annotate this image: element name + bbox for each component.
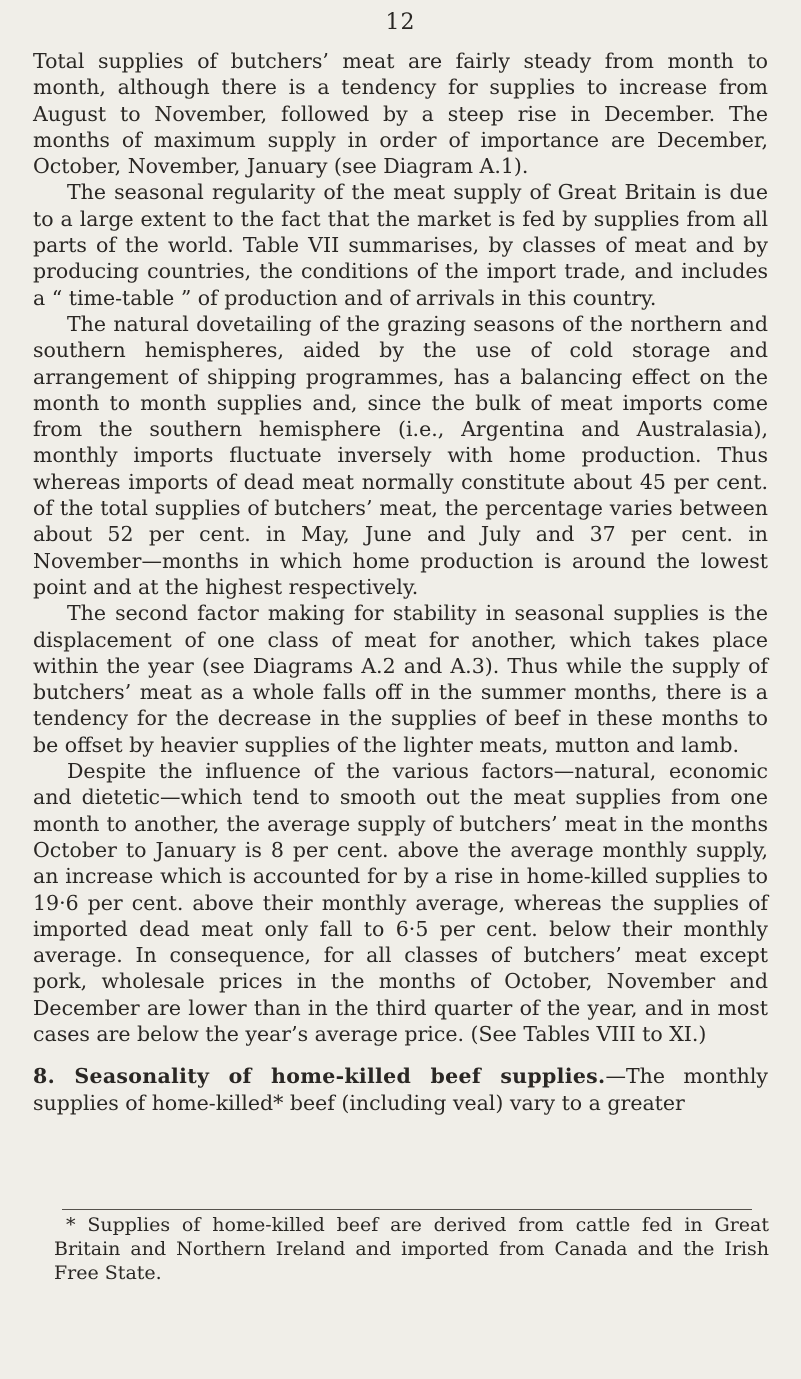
body-text: [33, 48, 768, 1116]
page-number: 12: [385, 10, 416, 35]
paragraph-despite-influence: Despite the influence of the various factors—natural, economic and dietetic—which tend to smooth out the meat supplies from one month to another, the average supply of butchers’ meat in the months October to January is 8 per cent. above the average monthly supply, an increase which is accounted for by a rise in home-killed supplies to 19·6 per cent. above their monthly average, whereas the supplies of imported dead meat only fall to 6·5 per cent. below their monthly average. In consequence, for all classes of butchers’ meat except pork, wholesale prices in the months of October, November and December are lower than in the third quarter of the year, and in most cases are below the year’s average price. (See Tables VIII to XI.): [33, 759, 768, 1046]
footnote: * Supplies of home-killed beef are derived from cattle fed in Great Britain and Northern Ireland and imported from Canada and the Irish Free State.: [54, 1214, 769, 1284]
paragraph-seasonal-regularity: The seasonal regularity of the meat supply of Great Britain is due to a large extent to the fact that the market is fed by supplies from all parts of the world. Table VII summarises, by classes of meat and by producing countries, the conditions of the import trade, and includes a “ time-table ” of production and of arrivals in this country.: [33, 180, 768, 310]
section-heading: 8. Seasonality of home-killed beef supplies.: [33, 1064, 606, 1089]
paragraph-natural-dovetailing: The natural dovetailing of the grazing seasons of the northern and southern hemispheres, aided by the use of cold storage and arrangement of shipping programmes, has a balancing effect on the month to month supplies and, since the bulk of meat imports come from the southern hemisphere (i.e., Argentina and Australasia), monthly imports fluctuate inversely with home production. Thus whereas imports of dead meat normally constitute about 45 per cent. of the total supplies of butchers’ meat, the percentage varies between about 52 per cent. in May, June and July and 37 per cent. in November—months in which home production is around the lowest point and at the highest respectively.: [33, 311, 768, 599]
paragraph-total-supplies: Total supplies of butchers’ meat are fairly steady from month to month, although there is a tendency for supplies to increase from August to November, followed by a steep rise in December. The months of maximum supply in order of importance are December, October, November, January (see Diagram A.1).: [33, 49, 768, 179]
footnote-divider: [62, 1209, 752, 1210]
section-gap: [33, 1047, 768, 1063]
section-text: —The monthly supplies of home-killed* beef (including veal) vary to a greater: [33, 1064, 768, 1115]
section-8-paragraph: [33, 1063, 768, 1116]
paragraph-second-factor: The second factor making for stability in seasonal supplies is the displacement of one class of meat for another, which takes place within the year (see Diagrams A.2 and A.3). Thus while the supply of butchers’ meat as a whole falls off in the summer months, there is a tendency for the decrease in the supplies of beef in these months to be offset by heavier supplies of the lighter meats, mutton and lamb.: [33, 601, 768, 757]
